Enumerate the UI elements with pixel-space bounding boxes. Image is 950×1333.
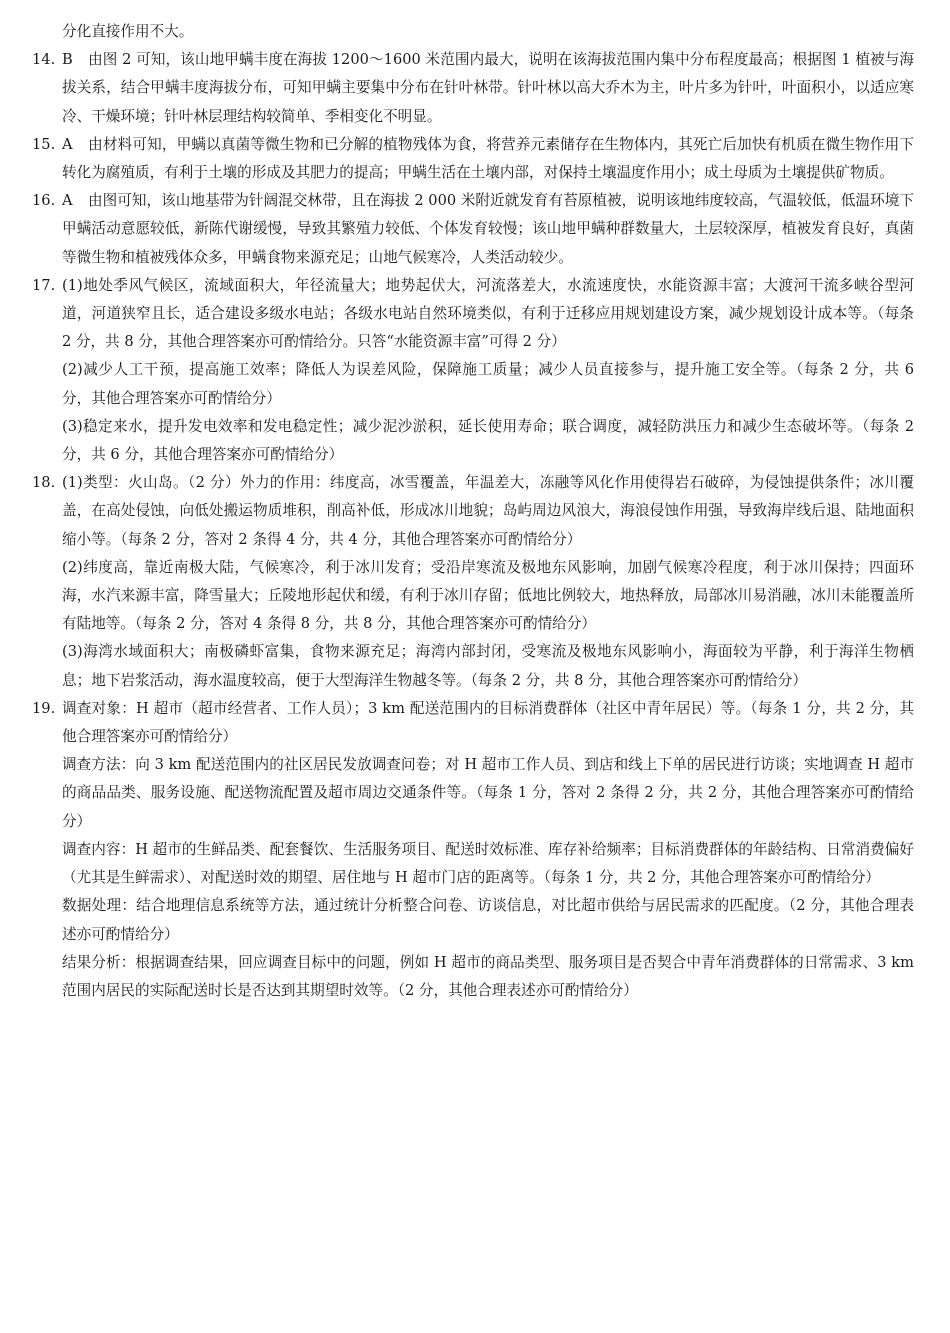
item-number: 14.: [32, 51, 56, 69]
answer-item-14: [32, 46, 914, 131]
sub-answer-1: (1)地处季风气候区，流域面积大，年径流量大；地势起伏大，河流落差大，水流速度快，水能资源丰富；大渡河干流多峡谷型河道，河道狭窄且长，适合建设多级水电站；各级水电站自然环境类似，有利于迁移应用规划建设方案，减少规划设计成本等。（每条 2 分，共 8 分，其他合理答案亦可酌情给分。只答“水能资源丰富”可得 2 分）: [62, 276, 914, 351]
answer-item-15: [32, 131, 914, 187]
item-answer: A: [62, 135, 73, 153]
survey-content: 调查内容：H 超市的生鲜品类、配套餐饮、生活服务项目、配送时效标准、库存补给频率；目标消费群体的年龄结构、日常消费偏好（尤其是生鲜需求）、对配送时效的期望、居住地与 H 超市门店的距离等。（每条 1 分，共 2 分，其他合理答案亦可酌情给分）: [62, 840, 914, 887]
item-number: 17.: [32, 276, 56, 294]
result-analysis: 结果分析：根据调查结果，回应调查目标中的问题，例如 H 超市的商品类型、服务项目是否契合中青年消费群体的日常需求、3 km 范围内居民的实际配送时长是否达到其期望时效等。（2 分，其他合理表述亦可酌情给分）: [62, 953, 914, 999]
item-number: 15.: [32, 135, 56, 153]
answer-item-16: [32, 187, 914, 272]
item-answer: B: [62, 51, 73, 69]
item-explanation: 由图 2 可知，该山地甲螨丰度在海拔 1200～1600 米范围内最大，说明在该海拔范围内集中分布程度最高；根据图 1 植被与海拔关系，结合甲螨丰度海拔分布，可知甲螨主要集中分布在针叶林带。针叶林以高大乔木为主，叶片多为针叶，叶面积小，以适应寒冷、干燥环境；针叶林层理结构较简单、季相变化不明显。: [62, 51, 914, 125]
sub-answer-3: (3)海湾水域面积大；南极磷虾富集，食物来源充足；海湾内部封闭，受寒流及极地东风影响小，海面较为平静，利于海洋生物栖息；地下岩浆活动，海水温度较高，便于大型海洋生物越冬等。（每条 2 分，共 8 分，其他合理答案亦可酌情给分）: [62, 643, 914, 689]
survey-subjects: 调查对象：H 超市（超市经营者、工作人员）；3 km 配送范围内的目标消费群体（社区中青年居民）等。（每条 1 分，共 2 分，其他合理答案亦可酌情给分）: [62, 699, 914, 746]
continued-text: 分化直接作用不大。: [62, 23, 194, 40]
item-answer: A: [62, 192, 73, 210]
answer-item-17: [32, 272, 914, 469]
sub-answer-3: (3)稳定来水，提升发电效率和发电稳定性；减少泥沙淤积，延长使用寿命；联合调度，减轻防洪压力和减少生态破坏等。（每条 2 分，共 6 分，其他合理答案亦可酌情给分）: [62, 417, 914, 464]
sub-answer-2: (2)减少人工干预，提高施工效率；降低人为误差风险，保障施工质量；减少人员直接参与，提升施工安全等。（每条 2 分，共 6 分，其他合理答案亦可酌情给分）: [62, 361, 914, 407]
answer-item-18: [32, 469, 914, 695]
item-number: 18.: [32, 474, 56, 492]
answer-item-19: [32, 695, 914, 1005]
sub-answer-2: (2)纬度高，靠近南极大陆，气候寒冷，利于冰川发育；受沿岸寒流及极地东风影响，加剧气候寒冷程度，利于冰川保持；四面环海，水汽来源丰富，降雪量大；丘陵地形起伏和缓，有利于冰川存留；低地比例较大，地热释放，局部冰川易消融，冰川未能覆盖所有陆地等。（每条 2 分，答对 4 条得 8 分，共 8 分，其他合理答案亦可酌情给分）: [62, 558, 914, 633]
sub-answer-1: (1)类型：火山岛。（2 分）外力的作用：纬度高，冰雪覆盖，年温差大，冻融等风化作用使得岩石破碎，为侵蚀提供条件；冰川覆盖，在高处侵蚀，向低处搬运物质堆积，削高补低，形成冰川地貌；岛屿周边风浪大，海浪侵蚀作用强，导致海岸线后退、陆地面积缩小等。（每条 2 分，答对 2 条得 4 分，共 4 分，其他合理答案亦可酌情给分）: [62, 474, 914, 548]
data-processing: 数据处理：结合地理信息系统等方法，通过统计分析整合问卷、访谈信息，对比超市供给与居民需求的匹配度。（2 分，其他合理表述亦可酌情给分）: [62, 897, 914, 943]
survey-methods: 调查方法：向 3 km 配送范围内的社区居民发放调查问卷；对 H 超市工作人员、到店和线上下单的居民进行访谈；实地调查 H 超市的商品品类、服务设施、配送物流配置及超市周边交通条件等。（每条 1 分，答对 2 条得 2 分，共 2 分，其他合理答案亦可酌情给分）: [62, 756, 914, 830]
item-explanation: 由材料可知，甲螨以真菌等微生物和已分解的植物残体为食，将营养元素储存在生物体内，其死亡后加快有机质在微生物作用下转化为腐殖质，有利于土壤的形成及其肥力的提高；甲螨生活在土壤内部，对保持土壤温度作用小；成土母质为土壤提供矿物质。: [62, 135, 914, 182]
answer-key-page: [32, 18, 914, 1005]
item-number: 16.: [32, 192, 56, 210]
item-explanation: 由图可知，该山地基带为针阔混交林带，且在海拔 2 000 米附近就发育有苔原植被，说明该地纬度较高，气温较低，低温环境下甲螨活动意愿较低，新陈代谢缓慢，导致其繁殖力较低、个体发育较慢；该山地甲螨种群数量大，土层较深厚，植被发育良好，真菌等微生物和植被残体众多，甲螨食物来源充足；山地气候寒冷，人类活动较少。: [62, 192, 914, 266]
item-number: 19.: [32, 699, 56, 717]
